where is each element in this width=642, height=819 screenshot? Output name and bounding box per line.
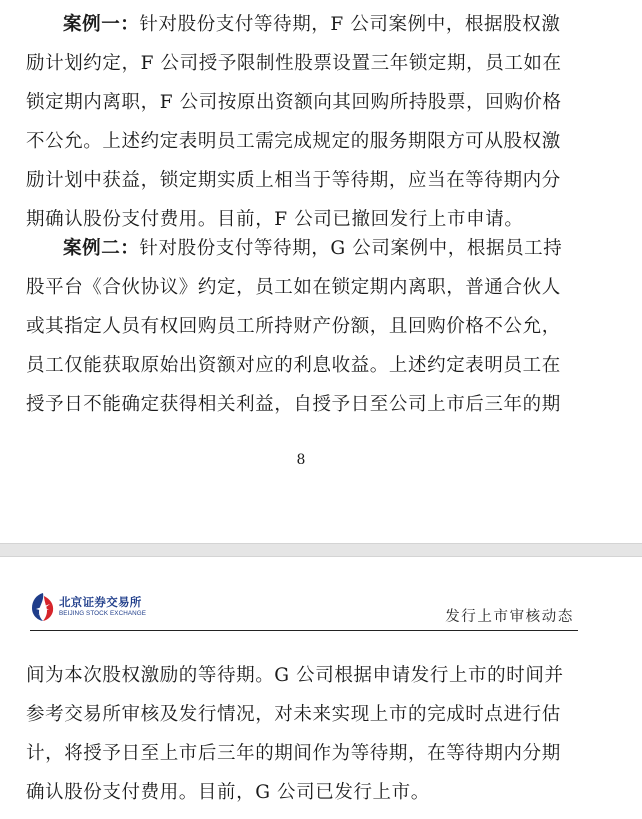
text-line: 励计划中获益，锁定期实质上相当于等待期，应当在等待期内分 [26,170,561,191]
header-title: 发行上市审核动态 [445,609,574,625]
case-1-paragraph [26,5,582,239]
logo-chinese-name: 北京证券交易所 [59,595,142,610]
page-separator [0,543,642,557]
logo-english-name: BEIJING STOCK EXCHANGE [59,609,147,617]
text-line: 期确认股份支付费用。目前，F 公司已撤回发行上市申请。 [26,209,524,230]
text-line: 股平台《合伙协议》约定，员工如在锁定期内离职，普通合伙人 [26,277,561,298]
case-2-first-line: 案例二：针对股份支付等待期，G 公司案例中，根据员工持 [63,238,563,259]
text-line: 计，将授予日至上市后三年的期间作为等待期，在等待期内分期 [26,743,561,764]
text-line: 员工仅能获取原始出资额对应的利息收益。上述约定表明员工在 [26,355,561,376]
case-2-paragraph [26,229,582,424]
text-line: 间为本次股权激励的等待期。G 公司根据申请发行上市的时间并 [26,665,564,686]
text-line: 授予日不能确定获得相关利益，自授予日至公司上市后三年的期 [26,394,561,415]
text-line: 参考交易所审核及发行情况，对未来实现上市的完成时点进行估 [26,704,561,725]
text-line: 励计划约定，F 公司授予限制性股票设置三年锁定期，员工如在 [26,53,562,74]
bse-logo [30,592,146,622]
case-1-heading: 案例一： [63,14,140,35]
continued-paragraph [26,656,582,812]
text-line: 不公允。上述约定表明员工需完成规定的服务期限方可从股权激 [26,131,561,152]
text-line: 或其指定人员有权回购员工所持财产份额，且回购价格不公允， [26,316,561,337]
text-line: 确认股份支付费用。目前，G 公司已发行上市。 [26,782,430,803]
page-number: 8 [296,452,306,468]
case-1-first-line: 案例一：针对股份支付等待期，F 公司案例中，根据股权激 [63,14,561,35]
case-2-heading: 案例二： [63,238,140,259]
page-header [30,590,578,631]
bse-logo-icon [30,592,56,622]
bse-logo-text [59,597,146,617]
text-line: 锁定期内离职，F 公司按原出资额向其回购所持股票，回购价格 [26,92,562,113]
